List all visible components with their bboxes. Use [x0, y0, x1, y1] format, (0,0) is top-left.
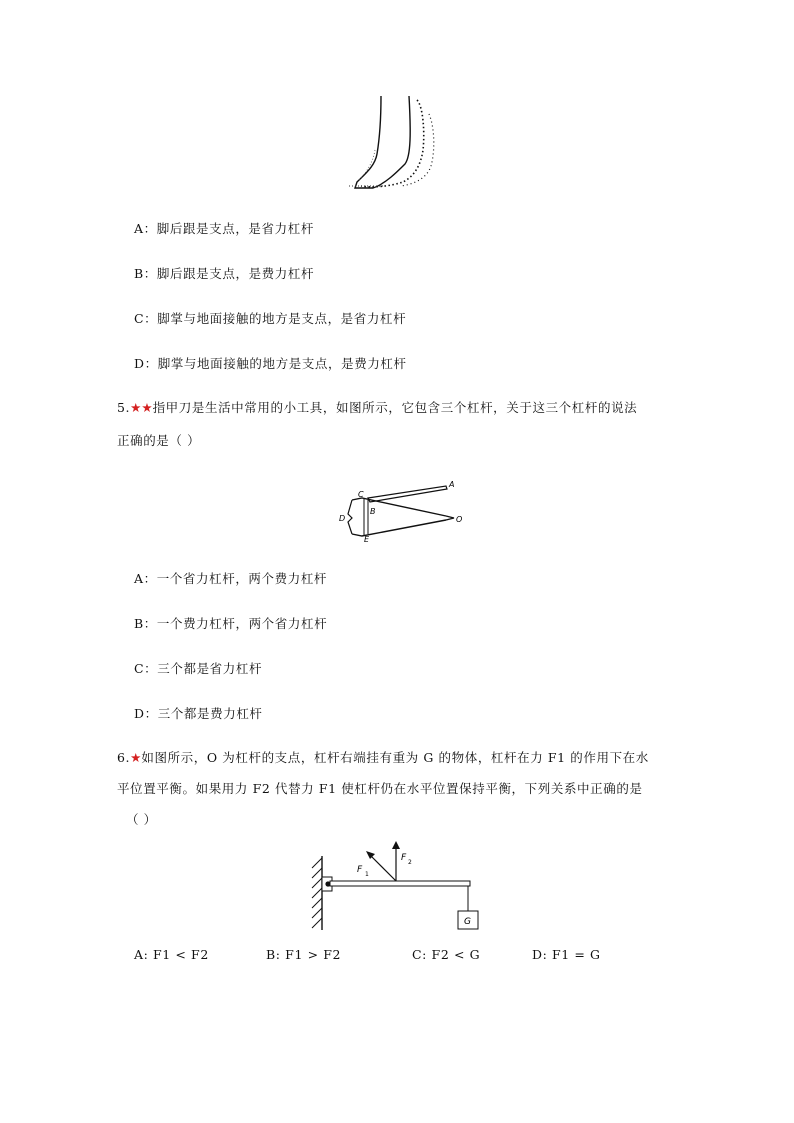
q6-option-b[interactable]: B: F1 > F2: [266, 947, 342, 962]
q5-difficulty-stars: ★★: [130, 400, 153, 415]
force-f1-label: F: [357, 865, 363, 875]
foot-figure: [345, 92, 445, 192]
q6-option-d[interactable]: D: F1 = G: [532, 947, 601, 962]
clipper-label-a: A: [449, 480, 455, 489]
q6-number: 6.: [117, 750, 131, 765]
q4-option-c[interactable]: C：脚掌与地面接触的地方是支点，是省力杠杆: [134, 311, 407, 326]
clipper-upper-jaw: [352, 498, 446, 516]
q5-number: 5.: [117, 400, 131, 415]
foot-tiptoe-outline: [361, 100, 424, 187]
q6-option-a[interactable]: A: F1 < F2: [134, 947, 209, 962]
lever-figure: [300, 836, 490, 936]
clipper-front: [348, 500, 352, 534]
q6-stem-line2: 平位置平衡。如果用力 F2 代替力 F1 使杠杆仍在水平位置保持平衡，下列关系中正确的是: [117, 781, 643, 796]
force-f2-subscript: 2: [408, 859, 412, 866]
clipper-lever-top: [368, 486, 447, 502]
foot-outline: [355, 96, 410, 188]
wall-hatching: [312, 858, 322, 928]
q5-option-c[interactable]: C：三个都是省力杠杆: [134, 661, 263, 676]
foot-tiptoe-heel: [401, 114, 434, 186]
force-f2-label: F: [401, 853, 407, 863]
q5-stem-line1: [117, 399, 637, 417]
lever-bar: [330, 881, 470, 886]
force-f1-arrowhead: [366, 851, 375, 859]
clipper-lower-jaw: [352, 520, 446, 536]
clipper-label-e: E: [364, 535, 370, 542]
q5-option-b[interactable]: B：一个费力杠杆，两个省力杠杆: [134, 616, 328, 631]
q6-option-c[interactable]: C: F2 < G: [412, 947, 481, 962]
force-f2-arrowhead: [392, 841, 400, 849]
q5-option-a[interactable]: A：一个省力杠杆，两个费力杠杆: [134, 571, 328, 586]
q4-option-b[interactable]: B：脚后跟是支点，是费力杠杆: [134, 266, 315, 281]
q6-stem-line3: （ ）: [126, 812, 157, 827]
force-f1-arrow: [370, 855, 396, 881]
clipper-rivet: [364, 498, 368, 536]
clipper-label-d: D: [339, 514, 346, 523]
q6-difficulty-stars: ★: [130, 750, 142, 765]
q6-stem-line1: [117, 749, 649, 767]
weight-label-g: G: [464, 917, 471, 927]
clipper-tail: [446, 516, 454, 520]
q5-stem-line2: 正确的是（ ）: [117, 433, 201, 448]
q5-option-d[interactable]: D：三个都是费力杠杆: [134, 706, 263, 721]
force-f1-subscript: 1: [365, 871, 369, 878]
clipper-label-b: B: [370, 507, 376, 516]
q6-text: 如图所示，O 为杠杆的支点，杠杆右端挂有重为 G 的物体，杠杆在力 F1 的作用下在水: [141, 750, 649, 765]
clipper-label-o: O: [456, 515, 463, 524]
nail-clipper-figure: [336, 476, 466, 542]
q4-option-d[interactable]: D：脚掌与地面接触的地方是支点，是费力杠杆: [134, 356, 407, 371]
q5-text: 指甲刀是生活中常用的小工具，如图所示，它包含三个杠杆，关于这三个杠杆的说法: [152, 400, 638, 415]
clipper-label-c: C: [358, 490, 364, 499]
q4-option-a[interactable]: A：脚后跟是支点，是省力杠杆: [134, 221, 314, 236]
